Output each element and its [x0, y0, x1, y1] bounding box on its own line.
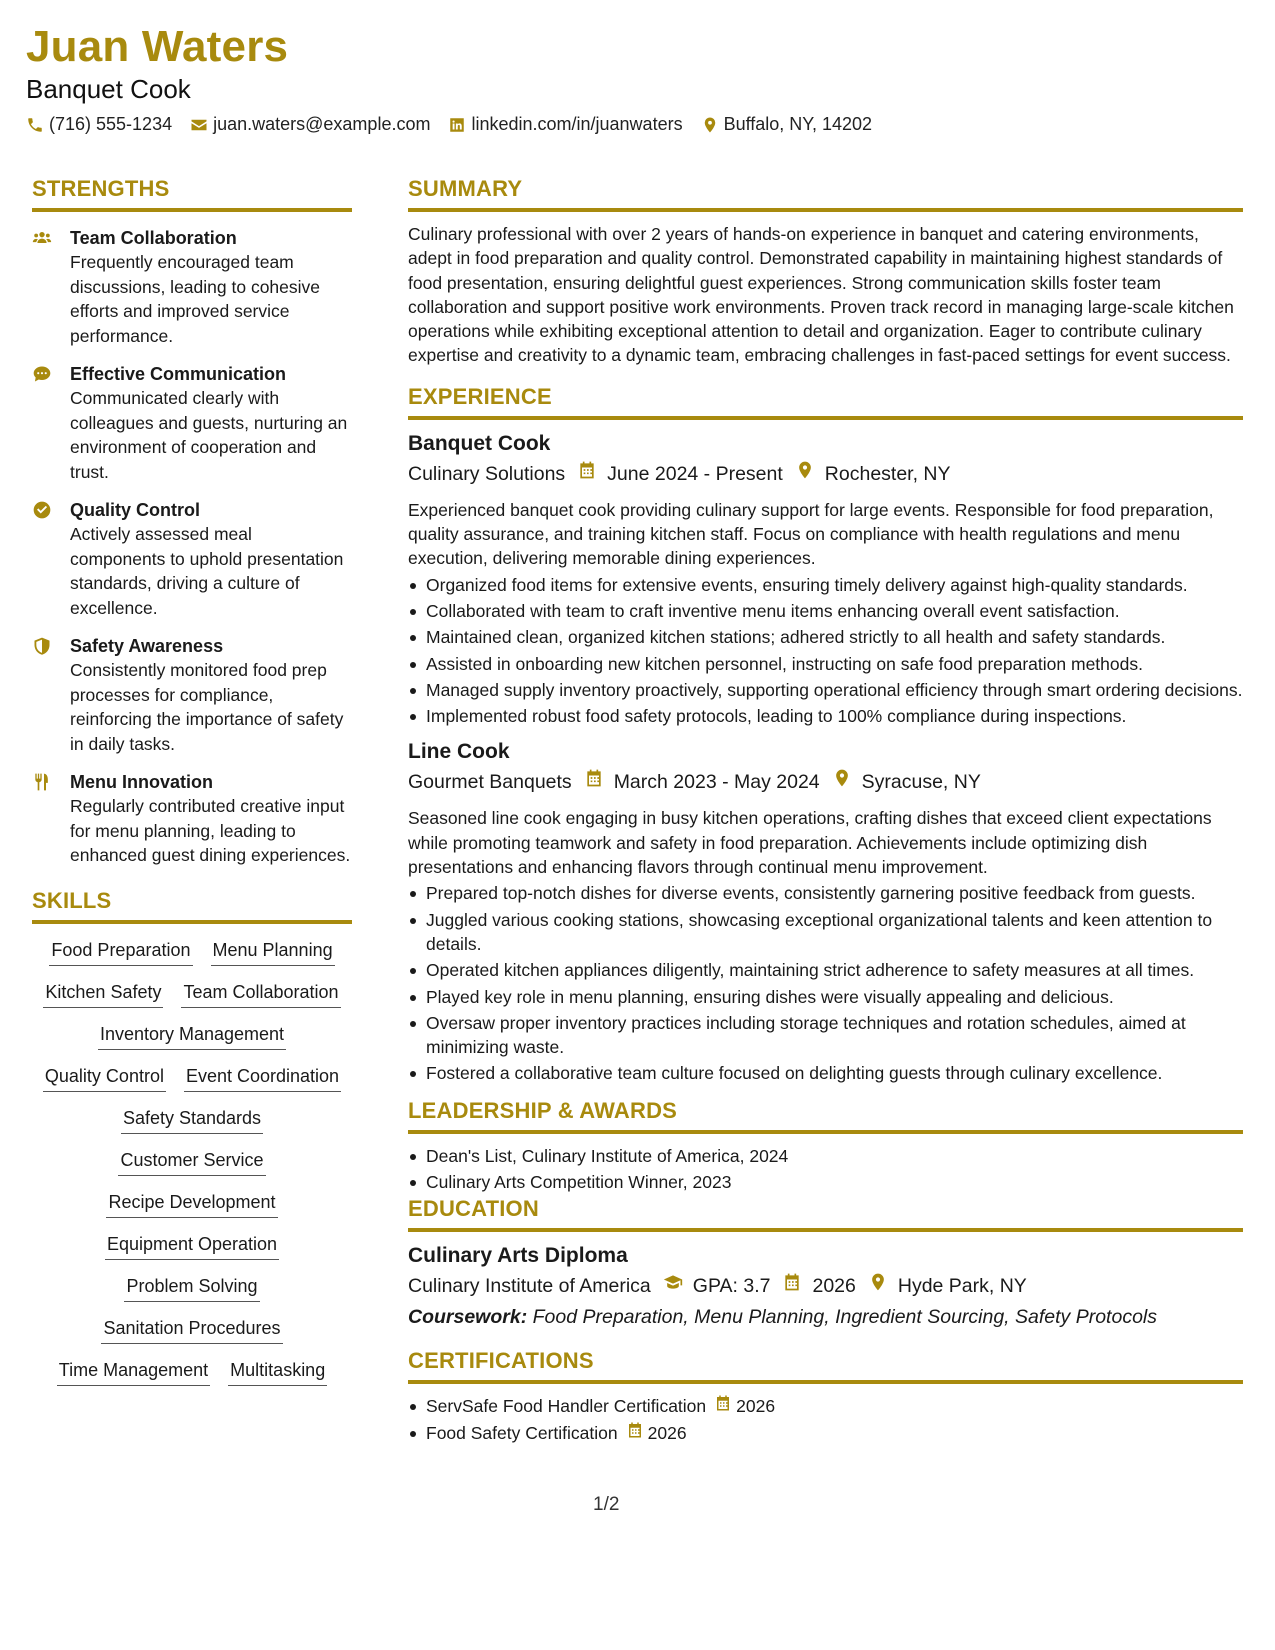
education-heading: EDUCATION [408, 1196, 1243, 1232]
job-location: Rochester, NY [824, 462, 951, 485]
experience-heading: EXPERIENCE [408, 384, 1243, 420]
school-name: Culinary Institute of America [408, 1275, 651, 1298]
map-pin-icon [832, 766, 852, 798]
skill-tag: Recipe Development [106, 1190, 277, 1218]
skill-tag: Menu Planning [211, 938, 335, 966]
contact-bar [26, 114, 872, 135]
calendar-icon [782, 1270, 802, 1302]
school-location: Hyde Park, NY [897, 1275, 1027, 1298]
coursework: Coursework: Food Preparation, Menu Planning, Ingredient Sourcing, Safety Protocols [408, 1306, 1157, 1329]
job-title: Line Cook [408, 740, 510, 764]
skill-tag: Event Coordination [184, 1064, 341, 1092]
skill-tag: Sanitation Procedures [101, 1316, 282, 1344]
job-description: Experienced banquet cook providing culinary support for large events. Responsible for food preparation, quality assurance, and training kitchen staff. Focus on compliance with health regulations and menu execution, delivering memorable dining experiences. [408, 499, 1214, 569]
summary-text: Culinary professional with over 2 years of hands-on experience in banquet and catering environments, adept in food preparation and quality control. Demonstrated capability in maintaining highest standards of food presentation, ensuring delightful guest experiences. Strong communication skills foster team collaboration and support positive work environments. Proven track record in managing large-scale kitchen operations while exhibiting exceptional attention to detail and organization. Eager to contribute culinary expertise and creativity to a dynamic team, embracing challenges in fast-paced settings for event success. [408, 224, 1234, 366]
calendar-icon [577, 458, 597, 490]
list-item: Assisted in onboarding new kitchen personnel, instructing on safe food preparation methods. [408, 652, 1243, 676]
right-column [408, 176, 1243, 1447]
skill-tag: Kitchen Safety [43, 980, 163, 1008]
users-icon [32, 226, 56, 348]
list-item: Fostered a collaborative team culture focused on delighting guests through culinary excellence. [408, 1061, 1243, 1085]
linkedin-icon [448, 116, 466, 134]
shield-icon [32, 634, 56, 756]
skill-tag: Inventory Management [98, 1022, 286, 1050]
list-item: Maintained clean, organized kitchen stations; adhered strictly to all health and safety standards. [408, 625, 1243, 649]
list-item: ServSafe Food Handler Certification 2026 [408, 1394, 1243, 1418]
strengths-heading: STRENGTHS [32, 176, 352, 212]
skill-tag: Time Management [57, 1358, 210, 1386]
list-item: Organized food items for extensive events, ensuring timely delivery against high-quality standards. [408, 573, 1243, 597]
skill-tag: Safety Standards [121, 1106, 263, 1134]
phone-icon [26, 116, 44, 134]
utensils-icon [32, 770, 56, 868]
graduation-year: 2026 [812, 1275, 856, 1298]
candidate-name: Juan Waters [26, 22, 289, 71]
job-entry [408, 430, 1243, 729]
chat-icon [32, 362, 56, 484]
job-location: Syracuse, NY [861, 771, 981, 794]
job-company: Gourmet Banquets [408, 771, 572, 794]
calendar-icon [714, 1394, 732, 1418]
skill-tag: Food Preparation [49, 938, 192, 966]
list-item: Collaborated with team to craft inventive menu items enhancing overall event satisfaction. [408, 599, 1243, 623]
skill-tag: Multitasking [228, 1358, 327, 1386]
strength-item: Team Collaboration Frequently encouraged team discussions, leading to cohesive efforts and improved service performance. [32, 226, 352, 348]
job-meta [408, 766, 1243, 798]
skills-heading: SKILLS [32, 888, 352, 924]
list-item: Played key role in menu planning, ensuring dishes were visually appealing and delicious. [408, 985, 1243, 1009]
job-entry [408, 738, 1243, 1085]
skill-tag: Customer Service [118, 1148, 265, 1176]
education-meta [408, 1270, 1243, 1302]
job-bullets [408, 573, 1243, 729]
calendar-icon [626, 1421, 644, 1445]
skill-tag: Quality Control [43, 1064, 166, 1092]
calendar-icon [584, 766, 604, 798]
list-item: Managed supply inventory proactively, supporting operational efficiency through smart ordering decisions. [408, 678, 1243, 702]
left-column [32, 176, 352, 1386]
awards-heading: LEADERSHIP & AWARDS [408, 1098, 1243, 1134]
contact-location: Buffalo, NY, 14202 [701, 114, 872, 135]
list-item: Culinary Arts Competition Winner, 2023 [408, 1170, 1243, 1194]
job-bullets [408, 881, 1243, 1085]
candidate-role: Banquet Cook [26, 74, 191, 104]
list-item: Juggled various cooking stations, showcasing exceptional organizational talents and keen attention to details. [408, 908, 1243, 957]
check-circle-icon [32, 498, 56, 620]
contact-phone: (716) 555-1234 [26, 114, 172, 135]
skills-list [32, 934, 352, 1386]
page-number: 1/2 [593, 1494, 620, 1515]
graduation-cap-icon [663, 1270, 683, 1302]
job-dates: March 2023 - May 2024 [613, 771, 820, 794]
list-item: Oversaw proper inventory practices including storage techniques and rotation schedules, aimed at minimizing waste. [408, 1011, 1243, 1060]
envelope-icon [190, 116, 208, 134]
list-item: Prepared top-notch dishes for diverse events, consistently garnering positive feedback from guests. [408, 881, 1243, 905]
contact-email[interactable]: juan.waters@example.com [190, 114, 430, 135]
list-item: Food Safety Certification 2026 [408, 1421, 1243, 1445]
map-pin-icon [701, 116, 719, 134]
awards-list [408, 1144, 1243, 1195]
job-description: Seasoned line cook engaging in busy kitchen operations, crafting dishes that exceed client expectations while promoting teamwork and safety in food preparation. Achievements include optimizing dish presentations and enhancing flavors through continual menu improvement. [408, 808, 1212, 878]
certifications-heading: CERTIFICATIONS [408, 1348, 1243, 1384]
skill-tag: Equipment Operation [105, 1232, 279, 1260]
skill-tag: Team Collaboration [181, 980, 340, 1008]
gpa: GPA: 3.7 [692, 1275, 771, 1298]
skill-tag: Problem Solving [124, 1274, 259, 1302]
job-company: Culinary Solutions [408, 462, 566, 485]
strength-item: Safety Awareness Consistently monitored food prep processes for compliance, reinforcing the importance of safety in daily tasks. [32, 634, 352, 756]
list-item: Dean's List, Culinary Institute of America, 2024 [408, 1144, 1243, 1168]
list-item: Operated kitchen appliances diligently, maintaining strict adherence to safety measures at all times. [408, 958, 1243, 982]
map-pin-icon [868, 1270, 888, 1302]
job-meta [408, 458, 1243, 490]
list-item: Implemented robust food safety protocols, leading to 100% compliance during inspections. [408, 704, 1243, 728]
map-pin-icon [795, 458, 815, 490]
summary-heading: SUMMARY [408, 176, 1243, 212]
contact-linkedin[interactable]: linkedin.com/in/juanwaters [448, 114, 682, 135]
certifications-list [408, 1394, 1243, 1445]
strength-item: Effective Communication Communicated clearly with colleagues and guests, nurturing an environment of cooperation and trust. [32, 362, 352, 484]
job-dates: June 2024 - Present [607, 462, 783, 485]
strength-item: Menu Innovation Regularly contributed creative input for menu planning, leading to enhanced guest dining experiences. [32, 770, 352, 868]
job-title: Banquet Cook [408, 431, 551, 455]
strength-item: Quality Control Actively assessed meal components to uphold presentation standards, driving a culture of excellence. [32, 498, 352, 620]
degree-title: Culinary Arts Diploma [408, 1244, 628, 1268]
